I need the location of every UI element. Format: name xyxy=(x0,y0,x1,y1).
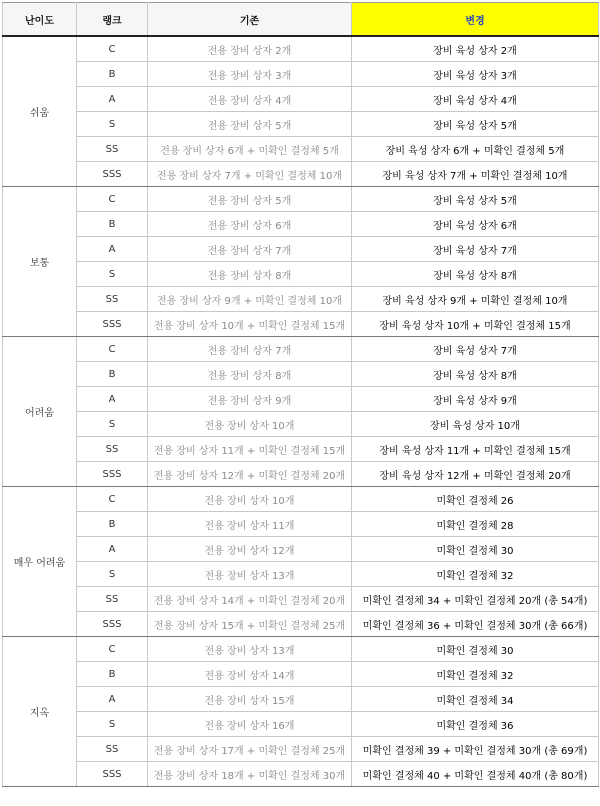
before-cell: 전용 장비 상자 2개 xyxy=(148,36,352,62)
before-cell: 전용 장비 상자 6개 + 미확인 결정체 5개 xyxy=(148,137,352,162)
rank-cell: C xyxy=(77,637,148,662)
table-row xyxy=(3,362,599,387)
after-cell: 미확인 결정체 32 xyxy=(352,662,599,687)
rank-cell: S xyxy=(77,112,148,137)
table-row xyxy=(3,137,599,162)
table-row xyxy=(3,287,599,312)
rank-cell: A xyxy=(77,237,148,262)
table-row xyxy=(3,87,599,112)
before-cell: 전용 장비 상자 18개 + 미확인 결정체 30개 xyxy=(148,762,352,787)
after-cell: 장비 육성 상자 6개 + 미확인 결정체 5개 xyxy=(352,137,599,162)
after-cell: 미확인 결정체 28 xyxy=(352,512,599,537)
table-header-row xyxy=(3,3,599,37)
difficulty-cell: 쉬움 xyxy=(3,36,77,187)
rank-cell: SSS xyxy=(77,462,148,487)
after-cell: 미확인 결정체 34 xyxy=(352,687,599,712)
before-cell: 전용 장비 상자 11개 + 미확인 결정체 15개 xyxy=(148,437,352,462)
table-row xyxy=(3,562,599,587)
before-cell: 전용 장비 상자 14개 xyxy=(148,662,352,687)
before-cell: 전용 장비 상자 12개 xyxy=(148,537,352,562)
before-cell: 전용 장비 상자 5개 xyxy=(148,187,352,212)
before-cell: 전용 장비 상자 15개 xyxy=(148,687,352,712)
table-row xyxy=(3,762,599,787)
difficulty-cell: 어려움 xyxy=(3,337,77,487)
table-row xyxy=(3,737,599,762)
header-after: 변경 xyxy=(352,3,599,37)
table-row xyxy=(3,337,599,362)
header-difficulty: 난이도 xyxy=(3,3,77,37)
table-row xyxy=(3,487,599,512)
rank-cell: SSS xyxy=(77,162,148,187)
after-cell: 장비 육성 상자 10개 + 미확인 결정체 15개 xyxy=(352,312,599,337)
before-cell: 전용 장비 상자 17개 + 미확인 결정체 25개 xyxy=(148,737,352,762)
rank-cell: B xyxy=(77,512,148,537)
rank-cell: SS xyxy=(77,437,148,462)
before-cell: 전용 장비 상자 12개 + 미확인 결정체 20개 xyxy=(148,462,352,487)
after-cell: 장비 육성 상자 3개 xyxy=(352,62,599,87)
before-cell: 전용 장비 상자 10개 xyxy=(148,487,352,512)
after-cell: 장비 육성 상자 10개 xyxy=(352,412,599,437)
after-cell: 장비 육성 상자 9개 xyxy=(352,387,599,412)
table-row xyxy=(3,36,599,62)
before-cell: 전용 장비 상자 8개 xyxy=(148,362,352,387)
rank-cell: B xyxy=(77,362,148,387)
rank-cell: SS xyxy=(77,287,148,312)
after-cell: 장비 육성 상자 8개 xyxy=(352,362,599,387)
table-row xyxy=(3,587,599,612)
before-cell: 전용 장비 상자 9개 + 미확인 결정체 10개 xyxy=(148,287,352,312)
rank-cell: B xyxy=(77,662,148,687)
before-cell: 전용 장비 상자 13개 xyxy=(148,637,352,662)
rank-cell: S xyxy=(77,712,148,737)
table-row xyxy=(3,162,599,187)
table-row xyxy=(3,262,599,287)
after-cell: 장비 육성 상자 9개 + 미확인 결정체 10개 xyxy=(352,287,599,312)
after-cell: 장비 육성 상자 12개 + 미확인 결정체 20개 xyxy=(352,462,599,487)
before-cell: 전용 장비 상자 7개 xyxy=(148,337,352,362)
before-cell: 전용 장비 상자 11개 xyxy=(148,512,352,537)
after-cell: 미확인 결정체 36 xyxy=(352,712,599,737)
after-cell: 장비 육성 상자 7개 xyxy=(352,237,599,262)
table-row xyxy=(3,437,599,462)
rank-cell: C xyxy=(77,187,148,212)
rank-cell: SSS xyxy=(77,612,148,637)
table-row xyxy=(3,62,599,87)
table-row xyxy=(3,687,599,712)
after-cell: 장비 육성 상자 11개 + 미확인 결정체 15개 xyxy=(352,437,599,462)
after-cell: 미확인 결정체 30 xyxy=(352,637,599,662)
header-before: 기존 xyxy=(148,3,352,37)
after-cell: 장비 육성 상자 5개 xyxy=(352,112,599,137)
before-cell: 전용 장비 상자 15개 + 미확인 결정체 25개 xyxy=(148,612,352,637)
before-cell: 전용 장비 상자 5개 xyxy=(148,112,352,137)
after-cell: 장비 육성 상자 8개 xyxy=(352,262,599,287)
rank-cell: SS xyxy=(77,737,148,762)
rank-cell: A xyxy=(77,537,148,562)
rank-cell: S xyxy=(77,262,148,287)
after-cell: 미확인 결정체 36 + 미확인 결정체 30개 (총 66개) xyxy=(352,612,599,637)
rank-cell: S xyxy=(77,412,148,437)
rank-cell: S xyxy=(77,562,148,587)
after-cell: 미확인 결정체 30 xyxy=(352,537,599,562)
after-cell: 장비 육성 상자 5개 xyxy=(352,187,599,212)
rank-cell: SSS xyxy=(77,312,148,337)
after-cell: 장비 육성 상자 2개 xyxy=(352,36,599,62)
reward-change-table xyxy=(2,2,599,787)
difficulty-cell: 지옥 xyxy=(3,637,77,787)
table-row xyxy=(3,237,599,262)
before-cell: 전용 장비 상자 14개 + 미확인 결정체 20개 xyxy=(148,587,352,612)
difficulty-cell: 보통 xyxy=(3,187,77,337)
before-cell: 전용 장비 상자 4개 xyxy=(148,87,352,112)
before-cell: 전용 장비 상자 3개 xyxy=(148,62,352,87)
rank-cell: C xyxy=(77,337,148,362)
before-cell: 전용 장비 상자 7개 + 미확인 결정체 10개 xyxy=(148,162,352,187)
table-row xyxy=(3,612,599,637)
before-cell: 전용 장비 상자 16개 xyxy=(148,712,352,737)
rank-cell: A xyxy=(77,387,148,412)
before-cell: 전용 장비 상자 8개 xyxy=(148,262,352,287)
before-cell: 전용 장비 상자 7개 xyxy=(148,237,352,262)
table-row xyxy=(3,537,599,562)
table-row xyxy=(3,462,599,487)
after-cell: 미확인 결정체 40 + 미확인 결정체 40개 (총 80개) xyxy=(352,762,599,787)
table-row xyxy=(3,212,599,237)
table-row xyxy=(3,412,599,437)
rank-cell: C xyxy=(77,487,148,512)
before-cell: 전용 장비 상자 13개 xyxy=(148,562,352,587)
rank-cell: A xyxy=(77,87,148,112)
table-row xyxy=(3,712,599,737)
table-row xyxy=(3,637,599,662)
after-cell: 장비 육성 상자 6개 xyxy=(352,212,599,237)
table-row xyxy=(3,112,599,137)
table-row xyxy=(3,387,599,412)
after-cell: 미확인 결정체 26 xyxy=(352,487,599,512)
before-cell: 전용 장비 상자 10개 + 미확인 결정체 15개 xyxy=(148,312,352,337)
rank-cell: SS xyxy=(77,137,148,162)
after-cell: 장비 육성 상자 7개 + 미확인 결정체 10개 xyxy=(352,162,599,187)
header-rank: 랭크 xyxy=(77,3,148,37)
after-cell: 미확인 결정체 34 + 미확인 결정체 20개 (총 54개) xyxy=(352,587,599,612)
after-cell: 미확인 결정체 32 xyxy=(352,562,599,587)
after-cell: 장비 육성 상자 4개 xyxy=(352,87,599,112)
rank-cell: B xyxy=(77,212,148,237)
before-cell: 전용 장비 상자 9개 xyxy=(148,387,352,412)
table-row xyxy=(3,512,599,537)
rank-cell: B xyxy=(77,62,148,87)
after-cell: 장비 육성 상자 7개 xyxy=(352,337,599,362)
before-cell: 전용 장비 상자 10개 xyxy=(148,412,352,437)
after-cell: 미확인 결정체 39 + 미확인 결정체 30개 (총 69개) xyxy=(352,737,599,762)
rank-cell: SS xyxy=(77,587,148,612)
table-row xyxy=(3,662,599,687)
rank-cell: C xyxy=(77,36,148,62)
table-row xyxy=(3,312,599,337)
rank-cell: SSS xyxy=(77,762,148,787)
before-cell: 전용 장비 상자 6개 xyxy=(148,212,352,237)
difficulty-cell: 매우 어려움 xyxy=(3,487,77,637)
table-body xyxy=(3,36,599,787)
table-row xyxy=(3,187,599,212)
rank-cell: A xyxy=(77,687,148,712)
